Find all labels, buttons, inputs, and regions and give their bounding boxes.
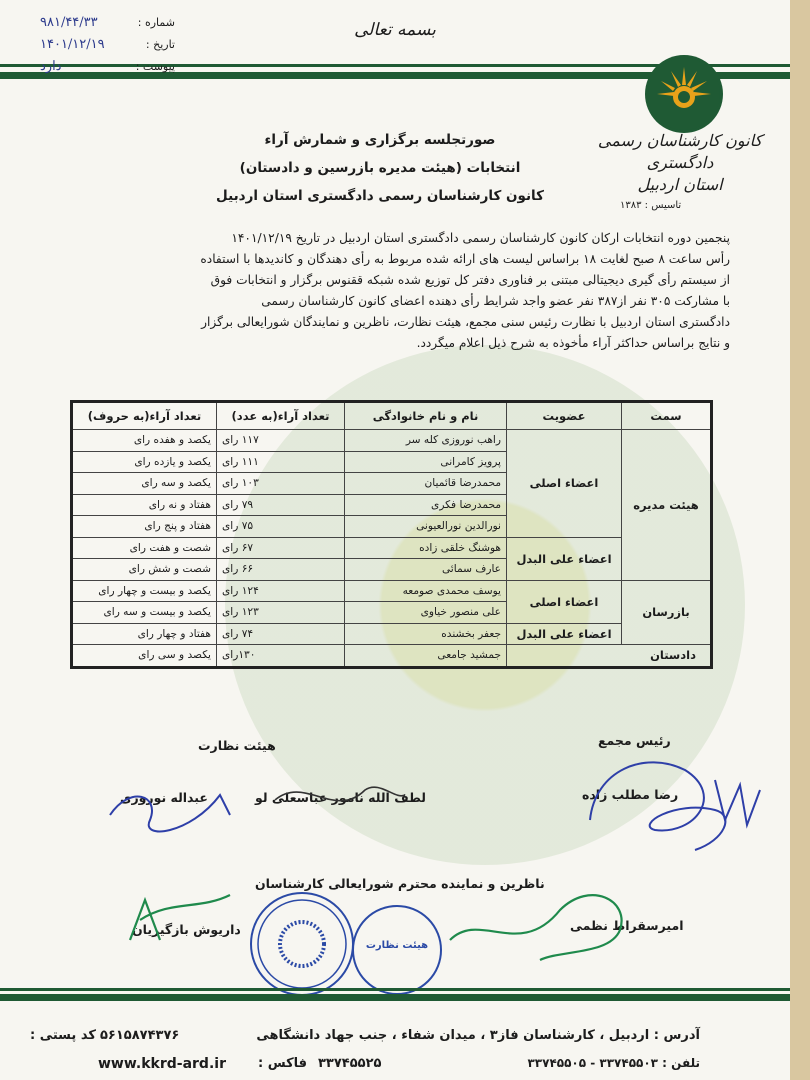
footer-phone: تلفن : ۳۳۷۴۵۵۰۳ - ۳۳۷۴۵۵۰۵ xyxy=(527,1056,700,1070)
votes-words: هفتاد و چهار رای xyxy=(72,623,217,645)
votes-words: هفتاد و پنج رای xyxy=(72,516,217,538)
votes-words: هفتاد و نه رای xyxy=(72,494,217,516)
observers-label: ناظرین و نماینده محترم شورایعالی کارشناسان xyxy=(255,876,545,891)
votes-words: یکصد و سی رای xyxy=(72,645,217,668)
position-inspectors: بازرسان xyxy=(622,580,712,645)
footer-fax-label: فاکس : xyxy=(258,1056,308,1071)
votes-number: ۱۳۰رای xyxy=(217,645,345,668)
candidate-name: محمدرضا قائمیان xyxy=(345,473,507,495)
chair-name: رضا مطلب زاده xyxy=(582,787,679,802)
votes-number: ۱۲۳ رای xyxy=(217,602,345,624)
votes-number: ۱۱۱ رای xyxy=(217,451,345,473)
candidate-name: راهب نوروزی کله سر xyxy=(345,430,507,452)
votes-words: یکصد و سه رای xyxy=(72,473,217,495)
observer2-signature-icon xyxy=(120,880,240,960)
body-line1: پنجمین دوره انتخابات ارکان کانون کارشناسان رسمی دادگستری استان اردبیل در تاریخ ۱۴۰۱/۱۲/۱۹ xyxy=(231,231,730,245)
votes-words: شصت و هفت رای xyxy=(72,537,217,559)
body-line2: رأس ساعت ۸ صبح لغایت ۱۸ براساس لیست های ارائه شده مربوط به رأی دهندگان و کاندیدها با استفاده xyxy=(200,252,730,266)
letter-meta xyxy=(40,12,175,78)
stamp-label: هیئت نظارت xyxy=(365,940,429,951)
candidate-name: علی منصور خیاوی xyxy=(345,602,507,624)
table-header-row xyxy=(72,402,712,430)
body-line6: و نتایج براساس حداکثر آراء مأخوذه به شرح ذیل اعلام میگردد. xyxy=(416,336,730,350)
candidate-name: هوشنگ خلقی زاده xyxy=(345,537,507,559)
votes-number: ۷۵ رای xyxy=(217,516,345,538)
position-board: هیئت مدیره xyxy=(622,430,712,581)
votes-words: شصت و شش رای xyxy=(72,559,217,581)
supervisor1-name: لطف الله نامور عباسعلی لو xyxy=(255,790,426,805)
candidate-name: پرویز کامرانی xyxy=(345,451,507,473)
footer-postal-code: ۵۶۱۵۸۷۴۳۷۶ xyxy=(100,1028,180,1043)
org-founded: تاسیس : ۱۳۸۳ xyxy=(620,200,682,211)
council-seal-icon xyxy=(250,892,354,996)
observer1-name: امیرسقراط نظمی xyxy=(570,918,684,933)
number-label: شماره : xyxy=(137,16,175,29)
body-line5: دادگستری استان اردبیل با نظارت رئیس سنی مجمع، هیئت نظارت، ناظرین و نمایندگان شورایعالی برگزار xyxy=(201,315,730,329)
body-line3: از سیستم رأی گیری دیجیتالی مبتنی بر فناوری دفتر کل توزیع شده شبکه ققنوس برگزار و انتخابات فوق xyxy=(210,273,730,287)
body-line4: با مشارکت ۳۰۵ نفر از۳۸۷ نفر عضو واجد شرایط رأی دهنده اعضای کانون کارشناسان رسمی xyxy=(261,294,730,308)
membership-main: اعضاء اصلی xyxy=(507,580,622,623)
body-paragraph xyxy=(55,228,730,354)
header-name: نام و نام خانوادگی xyxy=(345,402,507,430)
membership-alternate: اعضاء علی البدل xyxy=(507,623,622,645)
header-votes-words: تعداد آراء(به حروف) xyxy=(72,402,217,430)
header-position: سمت xyxy=(622,402,712,430)
attachment-value: دارد xyxy=(40,59,62,74)
membership-main: اعضاء اصلی xyxy=(507,430,622,538)
org-name-block xyxy=(590,130,770,211)
footer-rule-thick xyxy=(0,994,790,1001)
observer1-signature-icon xyxy=(440,870,650,970)
votes-words: یکصد و بیست و سه رای xyxy=(72,602,217,624)
votes-number: ۱۱۷ رای xyxy=(217,430,345,452)
title-line2: انتخابات (هیئت مدیره بازرسین و دادستان) xyxy=(239,160,521,176)
org-name-line1: کانون کارشناسان رسمی دادگستری xyxy=(597,131,763,172)
date-label: تاریخ : xyxy=(145,38,175,51)
title-line1: صورتجلسه برگزاری و شمارش آراء xyxy=(264,132,496,148)
table-row xyxy=(72,430,712,452)
votes-number: ۶۷ رای xyxy=(217,537,345,559)
votes-number: ۶۶ رای xyxy=(217,559,345,581)
number-value: ۹۸۱/۴۴/۳۳ xyxy=(40,15,98,30)
header-membership: عضویت xyxy=(507,402,622,430)
chair-signature-icon xyxy=(575,740,775,860)
votes-words: یکصد و هفده رای xyxy=(72,430,217,452)
footer-rule-thin xyxy=(0,988,790,991)
election-results-table xyxy=(70,400,713,669)
candidate-name: عارف سمائی xyxy=(345,559,507,581)
supervision-label: هیئت نظارت xyxy=(198,738,276,753)
footer-website: www.kkrd-ard.ir xyxy=(98,1056,226,1072)
table-row xyxy=(72,580,712,602)
membership-alternate: اعضاء علی البدل xyxy=(507,537,622,580)
org-name-line2: استان اردبیل xyxy=(637,175,723,194)
title-line3: کانون کارشناسان رسمی دادگستری استان اردبیل xyxy=(216,188,544,204)
votes-words: یکصد و یازده رای xyxy=(72,451,217,473)
footer-fax: ۳۳۷۴۵۵۲۵ xyxy=(318,1056,382,1071)
bismillah-heading: بسمه تعالی xyxy=(354,20,436,40)
candidate-name: یوسف محمدی صومعه xyxy=(345,580,507,602)
org-logo-icon xyxy=(645,55,723,133)
votes-words: یکصد و بیست و چهار رای xyxy=(72,580,217,602)
votes-number: ۷۴ رای xyxy=(217,623,345,645)
chair-label: رئیس مجمع xyxy=(598,733,671,748)
document-title xyxy=(180,126,580,210)
footer-postal-label: کد پستی : xyxy=(30,1028,96,1043)
supervisor1-signature-icon xyxy=(265,770,415,830)
supervisor2-signature-icon xyxy=(100,775,250,845)
header-votes-number: تعداد آراء(به عدد) xyxy=(217,402,345,430)
supervisor2-name: عبداله نوروزی xyxy=(120,790,208,805)
table-row xyxy=(72,537,712,559)
attachment-label: پیوست : xyxy=(135,60,175,73)
candidate-name: جعفر بخشنده xyxy=(345,623,507,645)
footer-address: آدرس : اردبیل ، کارشناسان فاز۳ ، میدان شفاء ، جنب جهاد دانشگاهی xyxy=(256,1028,700,1043)
votes-number: ۱۰۳ رای xyxy=(217,473,345,495)
observer2-name: داریوش بازگیریان xyxy=(132,922,241,937)
date-value: ۱۴۰۱/۱۲/۱۹ xyxy=(40,37,105,52)
letter-footer xyxy=(0,1020,790,1080)
table-row xyxy=(72,623,712,645)
candidate-name: محمدرضا فکری xyxy=(345,494,507,516)
supervision-stamp xyxy=(352,905,442,995)
table-row xyxy=(72,645,712,668)
candidate-name: نورالدین نورالعیونی xyxy=(345,516,507,538)
position-prosecutor: دادستان xyxy=(507,645,712,668)
votes-number: ۷۹ رای xyxy=(217,494,345,516)
votes-number: ۱۲۴ رای xyxy=(217,580,345,602)
candidate-name: جمشید جامعی xyxy=(345,645,507,668)
